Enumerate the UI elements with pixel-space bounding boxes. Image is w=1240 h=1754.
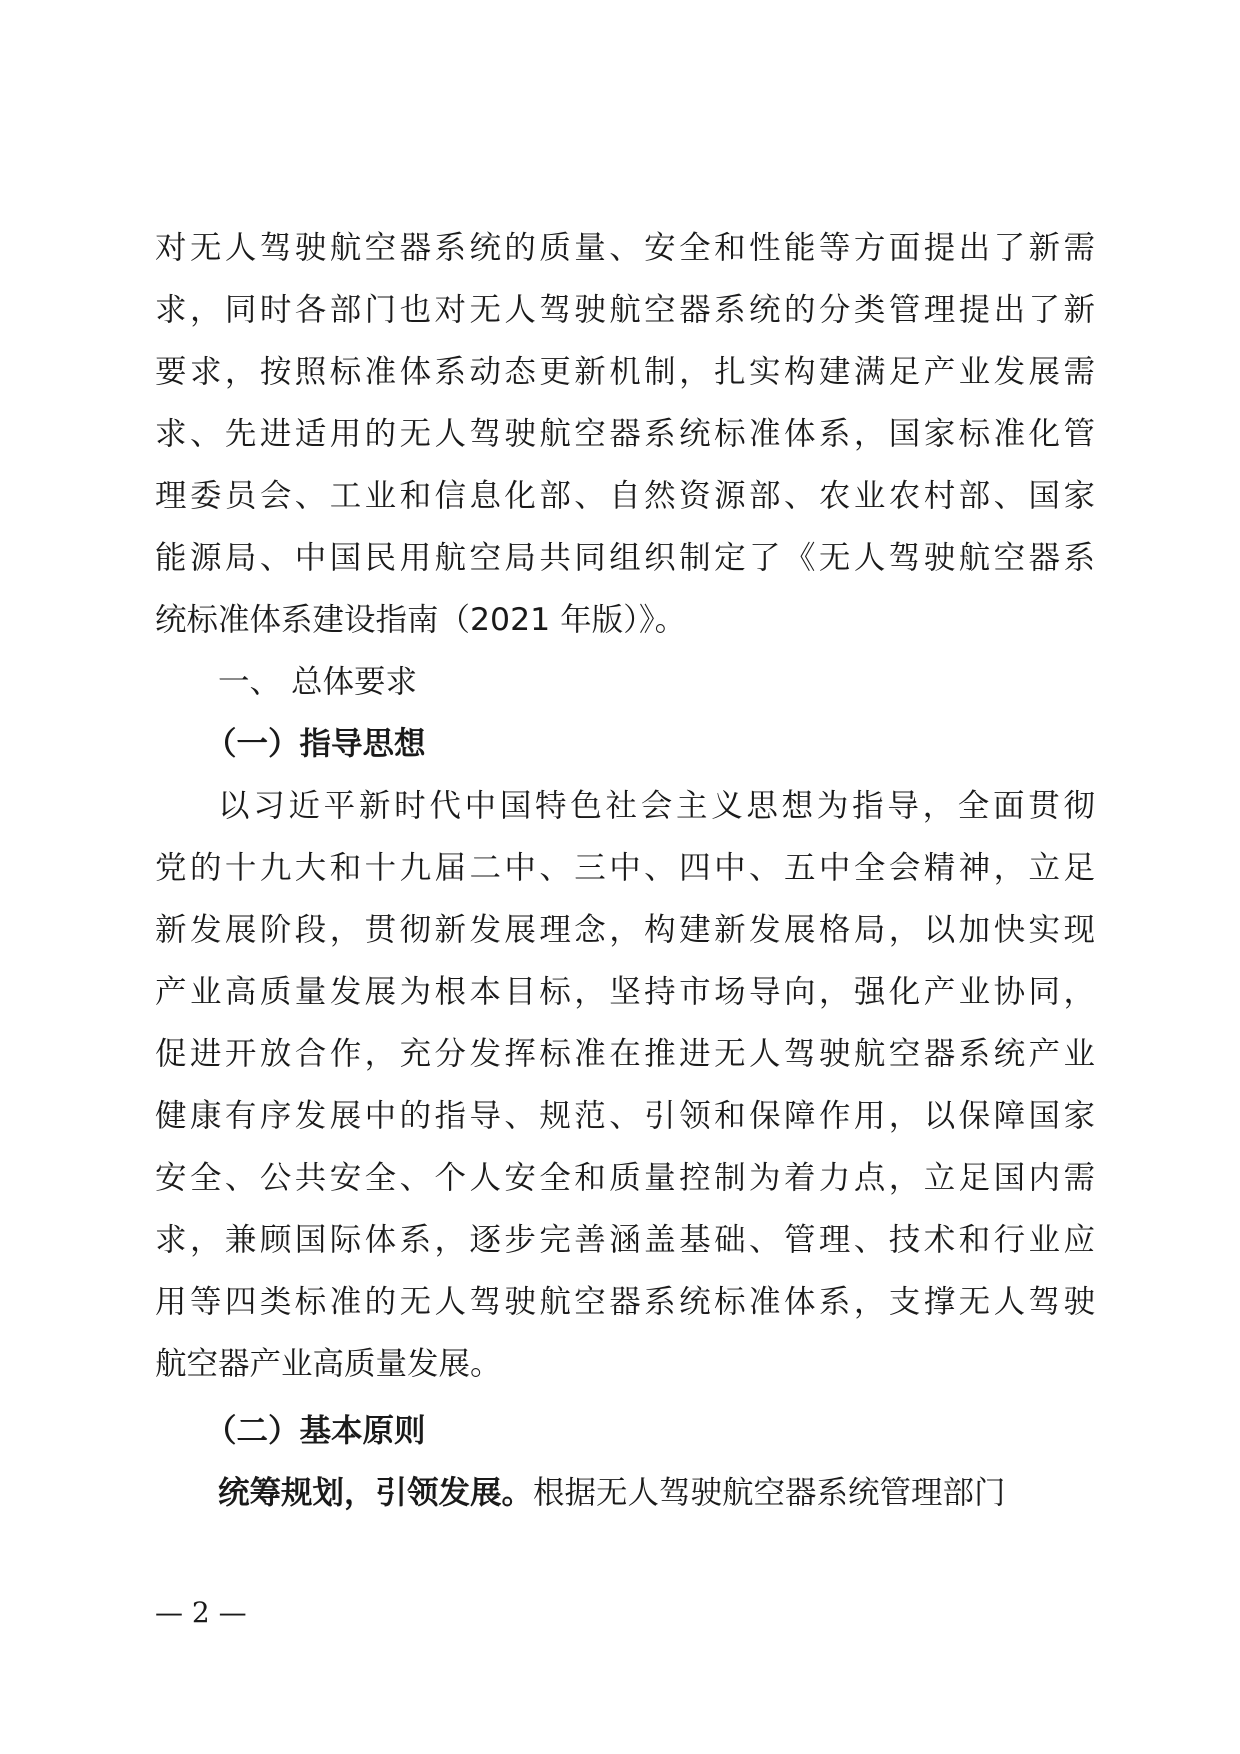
principle-title: 统筹规划，引领发展。	[218, 1475, 534, 1511]
section-heading: 一、 总体要求	[218, 664, 418, 700]
paragraph-line: 促进开放合作，充分发挥标准在推进无人驾驶航空器系统产业	[155, 1036, 1095, 1072]
paragraph-line: 以习近平新时代中国特色社会主义思想为指导，全面贯彻	[218, 788, 1095, 824]
paragraph-line: 求，兼顾国际体系，逐步完善涵盖基础、管理、技术和行业应	[155, 1222, 1095, 1258]
paragraph-line: 理委员会、工业和信息化部、自然资源部、农业农村部、国家	[155, 478, 1095, 514]
paragraph-line: 对无人驾驶航空器系统的质量、安全和性能等方面提出了新需	[155, 230, 1095, 266]
paragraph-line: 健康有序发展中的指导、规范、引领和保障作用，以保障国家	[155, 1098, 1095, 1134]
paragraph-line: 能源局、中国民用航空局共同组织制定了《无人驾驶航空器系	[155, 540, 1095, 576]
paragraph-line: 用等四类标准的无人驾驶航空器系统标准体系，支撑无人驾驶	[155, 1284, 1095, 1320]
paragraph-line: 求、先进适用的无人驾驶航空器系统标准体系，国家标准化管	[155, 416, 1095, 452]
page-number: — 2 —	[155, 1596, 247, 1629]
paragraph-line: 安全、公共安全、个人安全和质量控制为着力点，立足国内需	[155, 1160, 1095, 1196]
paragraph-line: 求，同时各部门也对无人驾驶航空器系统的分类管理提出了新	[155, 292, 1095, 328]
subsection-heading: （一）指导思想	[205, 726, 426, 762]
paragraph-line: 党的十九大和十九届二中、三中、四中、五中全会精神，立足	[155, 850, 1095, 886]
principle-text: 根据无人驾驶航空器系统管理部门	[533, 1475, 1006, 1511]
paragraph-line: 统标准体系建设指南（2021 年版）》。	[155, 602, 687, 638]
subsection-heading: （二）基本原则	[205, 1413, 426, 1449]
principle-line	[218, 1473, 1006, 1513]
paragraph-line: 产业高质量发展为根本目标，坚持市场导向，强化产业协同，	[155, 974, 1095, 1010]
paragraph-line: 新发展阶段，贯彻新发展理念，构建新发展格局，以加快实现	[155, 912, 1095, 948]
paragraph-line: 航空器产业高质量发展。	[155, 1346, 502, 1382]
paragraph-line: 要求，按照标准体系动态更新机制，扎实构建满足产业发展需	[155, 354, 1095, 390]
